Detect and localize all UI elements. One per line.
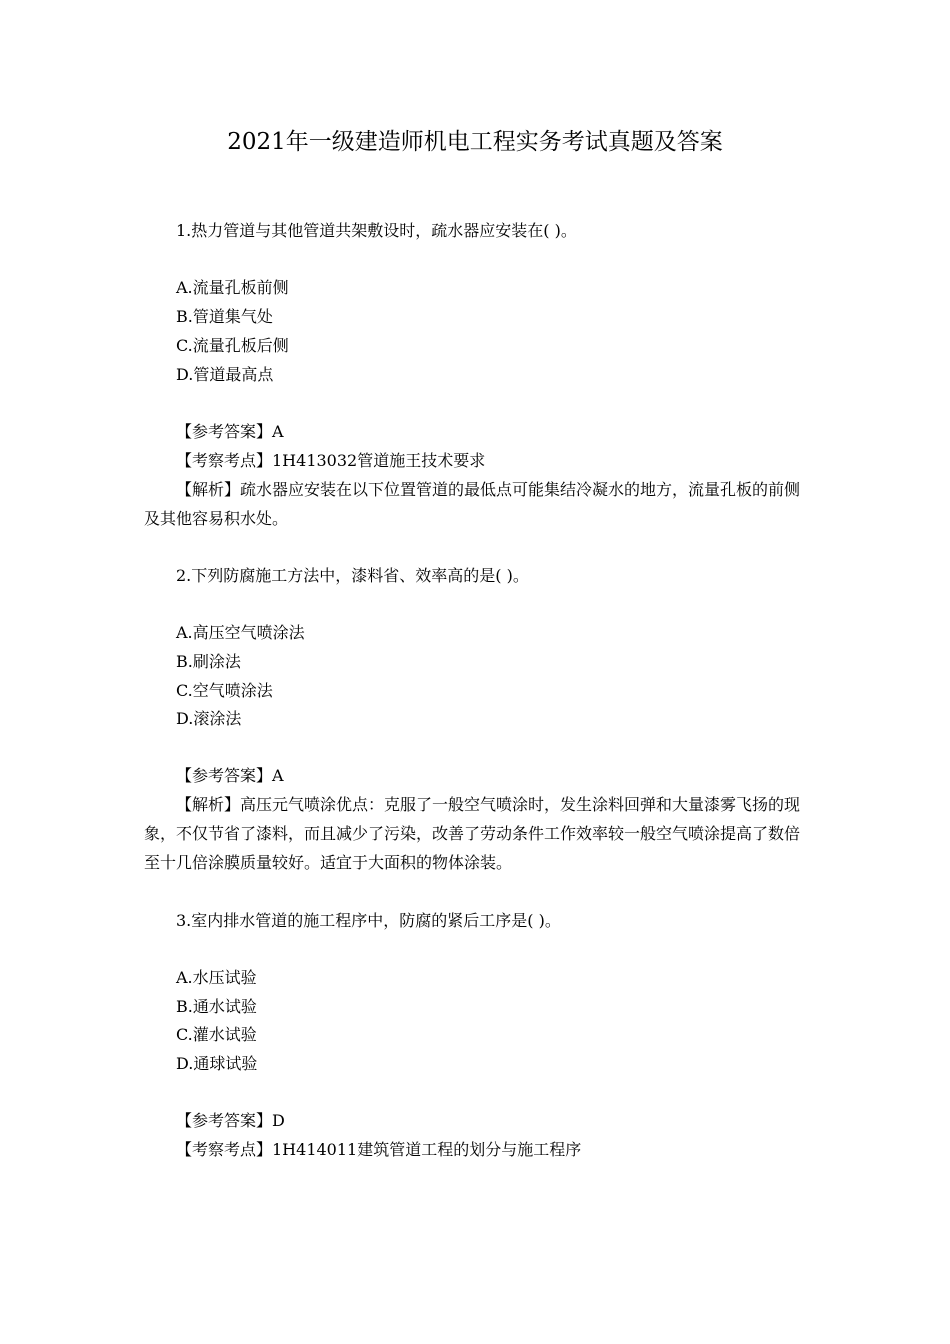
question-1-exam-point: 【考察考点】1H413032管道施王技术要求 (176, 451, 486, 470)
document-title: 2021年一级建造师机电工程实务考试真题及答案 (227, 129, 723, 155)
question-2-option-c: C.空气喷涂法 (176, 681, 273, 700)
question-2-stem: 2.下列防腐施工方法中，漆料省、效率高的是( )。 (176, 566, 529, 585)
question-3-stem: 3.室内排水管道的施工程序中，防腐的紧后工序是( )。 (176, 911, 561, 930)
question-1-stem: 1.热力管道与其他管道共架敷设时，疏水器应安装在( )。 (176, 221, 577, 240)
question-1-option-b: B.管道集气处 (176, 307, 273, 326)
question-1-option-c: C.流量孔板后侧 (176, 336, 289, 355)
question-3-exam-point: 【考察考点】1H414011建筑管道工程的划分与施工程序 (176, 1140, 582, 1159)
question-3-option-d: D.通球试验 (176, 1054, 258, 1073)
question-1-option-d: D.管道最高点 (176, 365, 274, 384)
question-2-analysis: 【解析】高压元气喷涂优点：克服了一般空气喷涂时，发生涂料回弹和大量漆雾飞扬的现象，不仅节省了漆料，而且减少了污染，改善了劳动条件工作效率较一般空气喷涂提高了数倍至十几倍涂膜质量较好。适宜于大面积的物体涂装。 (144, 795, 801, 872)
question-3-option-c: C.灌水试验 (176, 1025, 257, 1044)
question-2-answer: 【参考答案】A (176, 766, 284, 785)
question-2-option-a: A.高压空气喷涂法 (176, 623, 305, 642)
question-3-option-b: B.通水试验 (176, 997, 257, 1016)
question-2-option-d: D.滚涂法 (176, 709, 242, 728)
question-3-option-a: A.水压试验 (176, 968, 257, 987)
question-3-answer: 【参考答案】D (176, 1111, 285, 1130)
question-1-option-a: A.流量孔板前侧 (176, 278, 289, 297)
question-1-answer: 【参考答案】A (176, 422, 284, 441)
question-2-option-b: B.刷涂法 (176, 652, 241, 671)
question-1-analysis: 【解析】疏水器应安装在以下位置管道的最低点可能集结冷凝水的地方，流量孔板的前侧及其他容易积水处。 (144, 480, 801, 528)
